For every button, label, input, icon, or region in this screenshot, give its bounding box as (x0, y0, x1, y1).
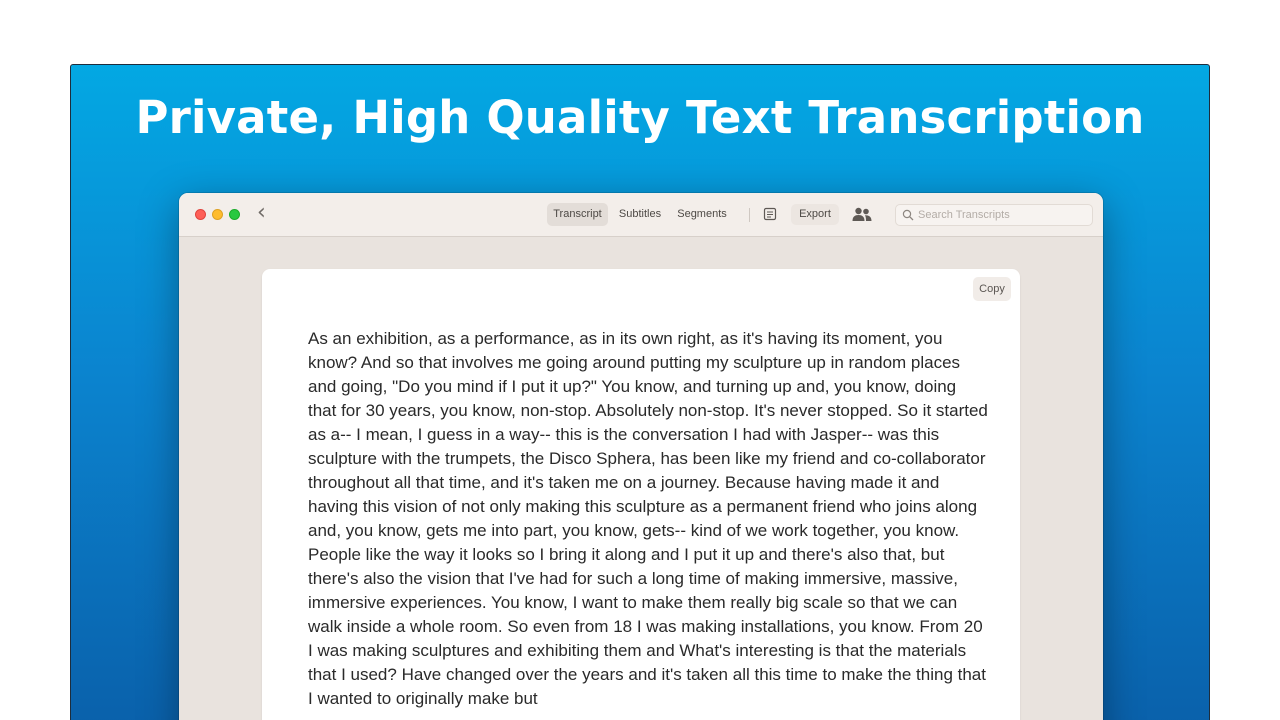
toolbar-divider (749, 208, 750, 222)
maximize-window-button[interactable] (229, 209, 240, 220)
close-window-button[interactable] (195, 209, 206, 220)
transcript-document (262, 269, 1020, 720)
transcript-text: As an exhibition, as a performance, as in its own right, as it's having its moment, you know? And so that involves me going around putting my sculpture up in random places and going, "Do you mind if I put it up?" You know, and turning up and, you know, doing that for 30 years, you know, non-stop. Absolutely non-stop. It's never stopped. So it started as a-- I mean, I guess in a way-- this is the conversation I had with Jasper-- was this sculpture with the trumpets, the Disco Sphera, has been like my friend and co-collaborator throughout all that time, and it's taken me on a journey. Because having made it and having this vision of not only making this sculpture as a permanent friend who joins along and, you know, gets me into part, you know, gets-- kind of we work together, you know. People like the way it looks so I bring it along and I put it up and there's also that, but there's also the vision that I've had for such a long time of making immersive, massive, immersive experiences. You know, I want to make them really big scale so that we can walk inside a whole room. So even from 18 I was making installations, you know. From 20 I was making sculptures and exhibiting them and What's interesting is that the materials that I used? Have changed over the years and it's taken all this time to make the thing that I wanted to originally make but (308, 329, 988, 708)
people-icon[interactable] (851, 206, 873, 222)
headline: Private, High Quality Text Transcription (135, 91, 1145, 144)
window-toolbar (179, 193, 1103, 237)
promo-banner (70, 64, 1210, 720)
tab-segments[interactable]: Segments (677, 208, 727, 220)
back-button[interactable]: ‹ (257, 200, 266, 225)
tab-subtitles[interactable]: Subtitles (618, 208, 662, 220)
export-button[interactable]: Export (791, 204, 839, 225)
search-icon (902, 209, 914, 221)
app-window (179, 193, 1103, 720)
copy-button[interactable]: Copy (973, 277, 1011, 301)
minimize-window-button[interactable] (212, 209, 223, 220)
notes-icon[interactable] (763, 207, 777, 221)
tab-transcript[interactable]: Transcript (547, 203, 608, 226)
search-box[interactable] (895, 204, 1093, 226)
search-input[interactable] (918, 206, 1088, 224)
